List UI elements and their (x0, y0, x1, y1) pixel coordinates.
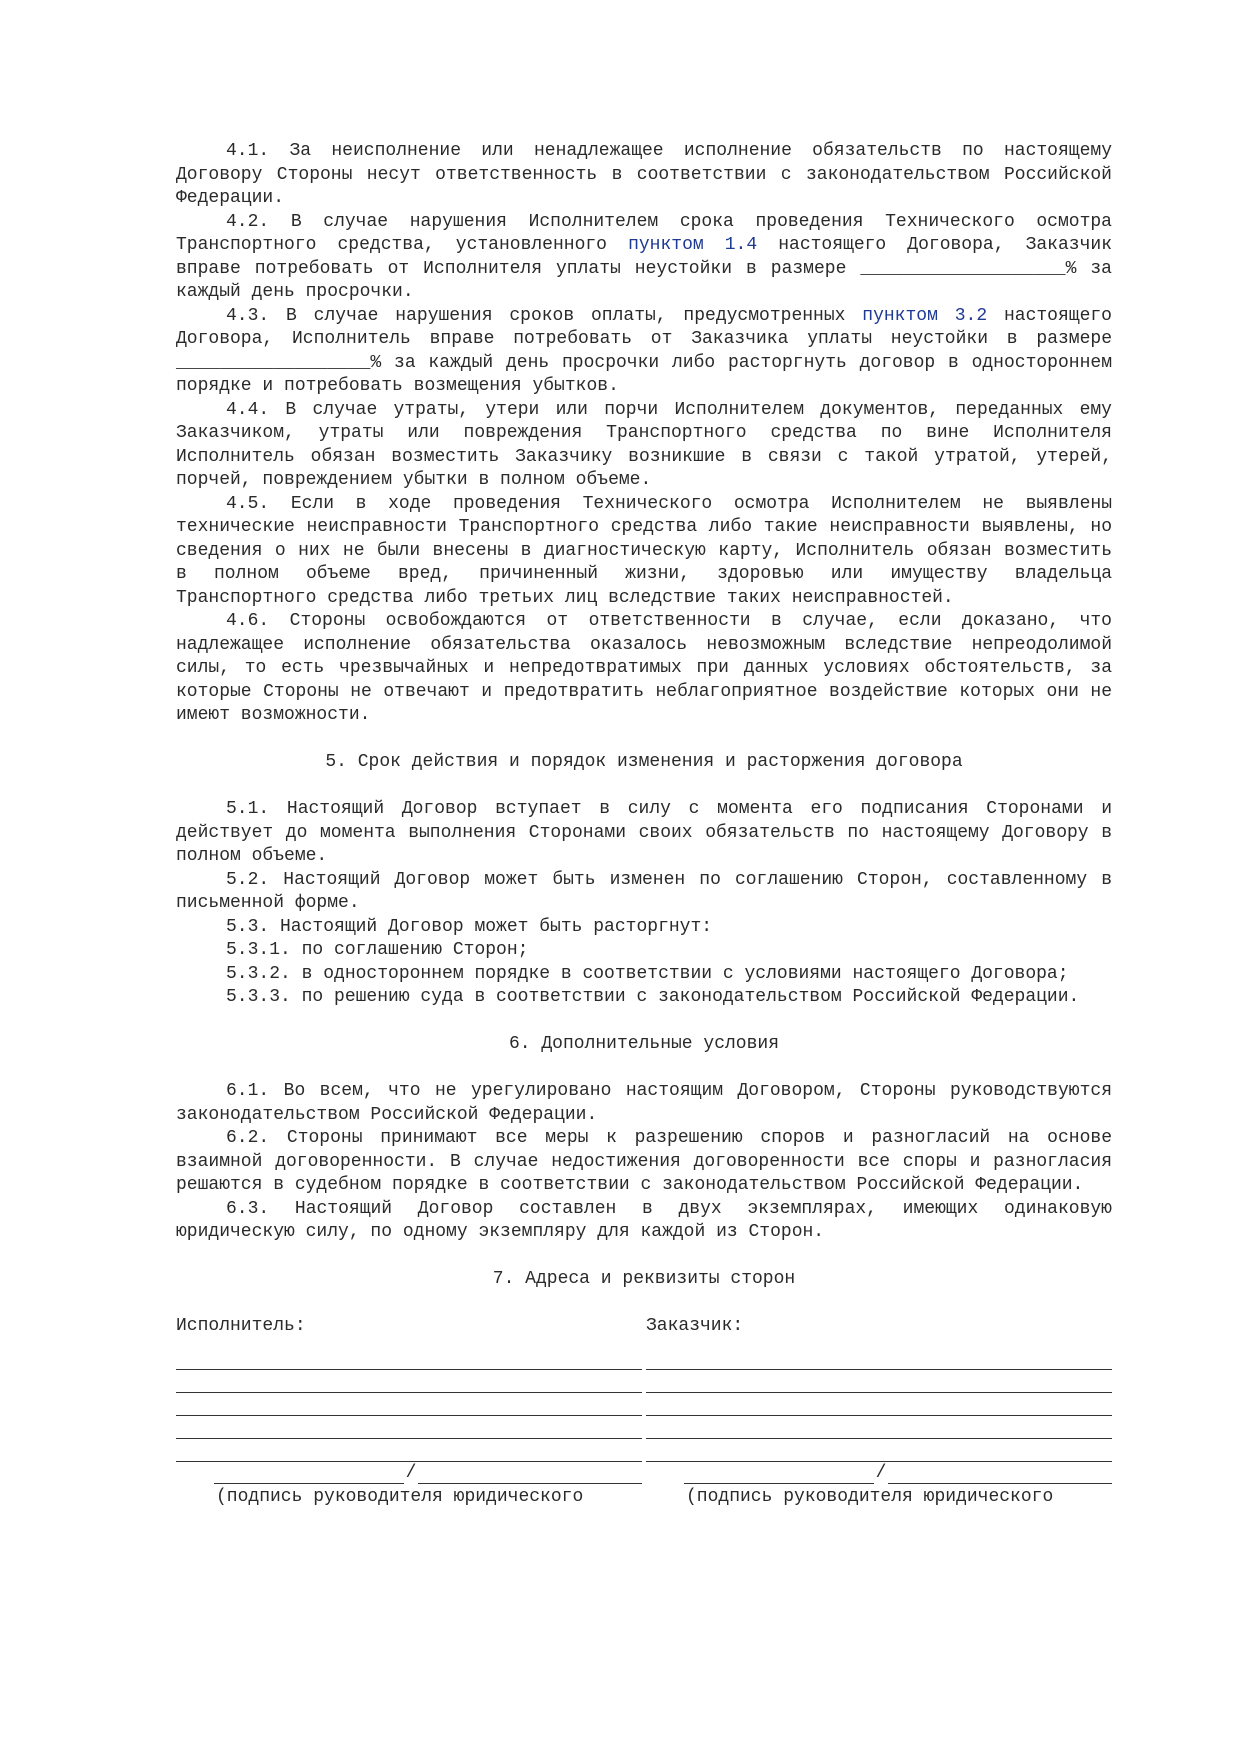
executor-signature-caption: (подпись руководителя юридического (216, 1486, 584, 1507)
customer-blank-line (646, 1439, 1112, 1462)
document-page (176, 140, 1123, 1509)
link-clause-3-2[interactable]: пунктом 3.2 (862, 305, 988, 326)
signature-separator: / (875, 1462, 887, 1483)
paragraph-4-2-text-end: настоящего Договора, Заказчик вправе потребовать от Исполнителя уплаты неустойки в размере ___________________% за каждый день просрочки. (176, 235, 1123, 302)
customer-signature-line (684, 1463, 874, 1484)
paragraph-5-3-3: 5.3.3. по решению суда в соответствии с законодательством Российской Федерации. (226, 987, 1080, 1007)
executor-blank-line (176, 1439, 642, 1462)
party-details (176, 1315, 1112, 1509)
paragraph-4-3 (176, 305, 1123, 399)
customer-name-line (888, 1463, 1112, 1484)
section-7-heading: 7. Адреса и реквизиты сторон (492, 1269, 796, 1289)
executor-column (176, 1315, 642, 1509)
executor-blank-line (176, 1370, 642, 1393)
paragraph-5-3-2: 5.3.2. в одностороннем порядке в соответствии с условиями настоящего Договора; (226, 963, 1069, 984)
executor-blank-line (176, 1416, 642, 1439)
paragraph-4-6: 4.6. Стороны освобождаются от ответственности в случае, если доказано, что надлежащее исполнение обязательства оказалось невозможным вследствие непреодолимой силы, то есть чрезвычайных и непредотвратимых при данных условиях обстоятельств, за которые Стороны не отвечают и предотвратить неблагоприятное воздействие которых они не имеют возможности. (176, 611, 1123, 725)
executor-label: Исполнитель: (176, 1316, 306, 1336)
paragraph-5-1: 5.1. Настоящий Договор вступает в силу с момента его подписания Сторонами и действует до момента выполнения Сторонами своих обязательств по настоящему Договору в полном объеме. (176, 799, 1123, 866)
customer-blank-line (646, 1370, 1112, 1393)
paragraph-6-2: 6.2. Стороны принимают все меры к разрешению споров и разногласий на основе взаимной договоренности. В случае недостижения договоренности все споры и разногласия решаются в судебном порядке в соответствии с законодательством Российской Федерации. (176, 1128, 1123, 1195)
paragraph-5-3: 5.3. Настоящий Договор может быть расторгнут: (226, 916, 713, 937)
customer-column (646, 1315, 1112, 1509)
paragraph-4-4: 4.4. В случае утраты, утери или порчи Исполнителем документов, переданных ему Заказчиком, утраты или повреждения Транспортного средства по вине Исполнителя Исполнитель обязан возместить Заказчику возникшие в связи с такой утратой, утерей, порчей, повреждением убытки в полном объеме. (176, 399, 1123, 490)
executor-signature-line (214, 1463, 404, 1484)
section-6-heading: 6. Дополнительные условия (508, 1034, 780, 1054)
customer-signature-row (646, 1462, 1112, 1484)
paragraph-4-2 (176, 211, 1123, 305)
paragraph-4-5: 4.5. Если в ходе проведения Технического осмотра Исполнителем не выявлены технические неисправности Транспортного средства либо такие неисправности выявлены, но сведения о них не были внесены в диагностическую карту, Исполнитель обязан возместить в полном объеме вред, причиненный жизни, здоровью или имуществу владельца Транспортного средства либо третьих лиц вследствие таких неисправностей. (176, 493, 1123, 608)
executor-blank-line (176, 1393, 642, 1416)
paragraph-6-1: 6.1. Во всем, что не урегулировано настоящим Договором, Стороны руководствуются законодательством Российской Федерации. (176, 1081, 1123, 1125)
paragraph-6-3: 6.3. Настоящий Договор составлен в двух экземплярах, имеющих одинаковую юридическую силу, по одному экземпляру для каждой из Сторон. (176, 1198, 1123, 1242)
paragraph-4-2-text: 4.2. В случае нарушения Исполнителем срока проведения Технического осмотра Транспортного средства, установленного (176, 211, 1123, 255)
executor-name-line (418, 1463, 642, 1484)
customer-blank-line (646, 1347, 1112, 1370)
customer-label: Заказчик: (646, 1316, 744, 1336)
executor-blank-line (176, 1347, 642, 1370)
signature-separator: / (405, 1462, 417, 1483)
executor-signature-row (176, 1462, 642, 1484)
customer-blank-line (646, 1416, 1112, 1439)
paragraph-4-3-text-end: настоящего Договора, Исполнитель вправе потребовать от Заказчика уплаты неустойки в размере __________________% за каждый день просрочки либо расторгнуть договор в одностороннем порядке и потребовать возмещения убытков. (176, 305, 1123, 396)
link-clause-1-4[interactable]: пунктом 1.4 (628, 235, 758, 255)
paragraph-5-3-1: 5.3.1. по соглашению Сторон; (226, 940, 529, 960)
paragraph-4-1: 4.1. За неисполнение или ненадлежащее исполнение обязательств по настоящему Договору Стороны несут ответственность в соответствии с законодательством Российской Федерации. (176, 141, 1123, 208)
customer-blank-line (646, 1393, 1112, 1416)
customer-signature-caption: (подпись руководителя юридического (686, 1486, 1054, 1507)
paragraph-4-3-text: 4.3. В случае нарушения сроков оплаты, предусмотренных (226, 305, 863, 326)
section-5-heading: 5. Срок действия и порядок изменения и расторжения договора (325, 752, 963, 772)
paragraph-5-2: 5.2. Настоящий Договор может быть изменен по соглашению Сторон, составленному в письменной форме. (176, 869, 1123, 913)
